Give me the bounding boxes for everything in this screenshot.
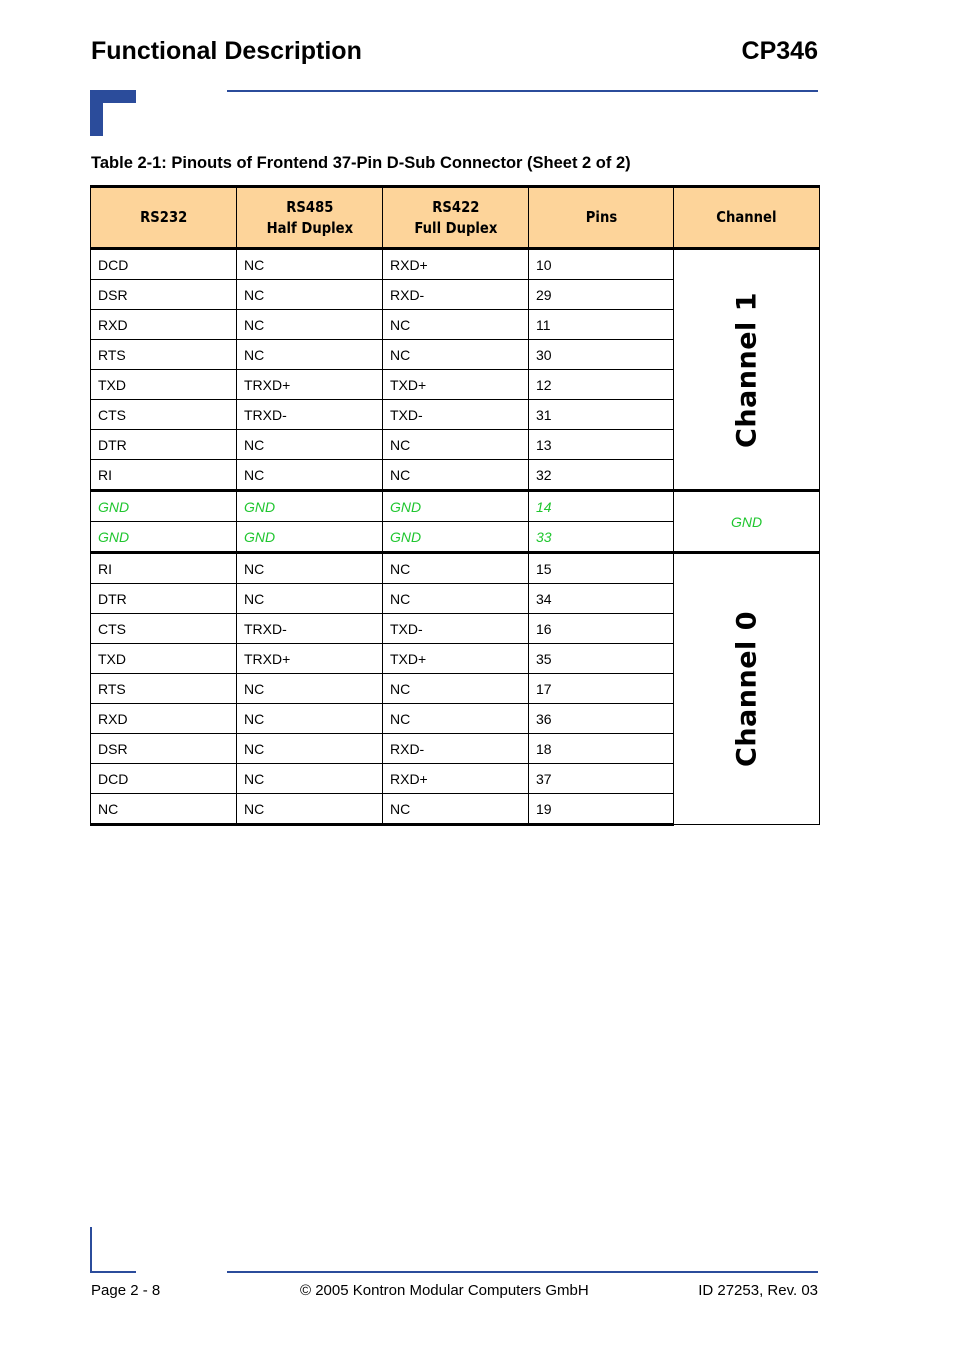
table-cell: RXD (91, 310, 237, 340)
table-cell: NC (237, 674, 383, 704)
corner-mark-bottom-horizontal (90, 1271, 136, 1273)
table-cell: NC (237, 310, 383, 340)
col-header-pins (529, 187, 674, 249)
table-cell: DCD (91, 249, 237, 280)
table-cell: TXD+ (383, 370, 529, 400)
channel1-label: Channel 1 (731, 291, 762, 448)
col-header-channel (674, 187, 820, 249)
table-cell: TRXD+ (237, 370, 383, 400)
table-cell: TRXD- (237, 400, 383, 430)
table-cell: GND (383, 522, 529, 553)
table-cell: NC (237, 430, 383, 460)
col-header-rs232 (91, 187, 237, 249)
table-cell: DCD (91, 764, 237, 794)
header-text: Channel (716, 208, 777, 226)
table-cell: NC (237, 734, 383, 764)
table-cell: NC (237, 704, 383, 734)
table-cell: CTS (91, 400, 237, 430)
table-cell: RXD (91, 704, 237, 734)
footer-rule (227, 1271, 818, 1273)
table-cell: RTS (91, 674, 237, 704)
table-cell: DTR (91, 430, 237, 460)
table-cell: DSR (91, 280, 237, 310)
table-cell: NC (237, 249, 383, 280)
header-rule (227, 90, 818, 92)
table-cell: TXD- (383, 614, 529, 644)
table-cell: NC (383, 584, 529, 614)
table-row (91, 553, 820, 584)
table-cell: 11 (529, 310, 674, 340)
table-cell: 16 (529, 614, 674, 644)
table-cell: 10 (529, 249, 674, 280)
table-cell: GND (383, 491, 529, 522)
table-cell: NC (237, 460, 383, 491)
table-cell: 34 (529, 584, 674, 614)
table-cell: NC (91, 794, 237, 825)
table-cell: 32 (529, 460, 674, 491)
table-cell: TXD- (383, 400, 529, 430)
table-cell: 18 (529, 734, 674, 764)
table-cell: 14 (529, 491, 674, 522)
table-cell: 15 (529, 553, 674, 584)
header-text: Full Duplex (413, 218, 498, 237)
table-cell: NC (237, 280, 383, 310)
table-cell: NC (383, 794, 529, 825)
table-cell: NC (383, 310, 529, 340)
table-cell: CTS (91, 614, 237, 644)
table-row (91, 249, 820, 280)
table-cell: RXD- (383, 734, 529, 764)
table-cell: 31 (529, 400, 674, 430)
table-cell: RXD+ (383, 249, 529, 280)
table-cell: RXD+ (383, 764, 529, 794)
table-cell: TXD (91, 370, 237, 400)
table-cell: GND (237, 491, 383, 522)
table-cell: TXD+ (383, 644, 529, 674)
product-name: CP346 (741, 37, 818, 65)
table-cell: 19 (529, 794, 674, 825)
section-title: Functional Description (91, 37, 362, 65)
corner-mark-top-horizontal (90, 90, 136, 103)
table-cell: RI (91, 553, 237, 584)
table-cell: 33 (529, 522, 674, 553)
channel-label-gnd: GND (674, 491, 820, 553)
table-cell: TXD (91, 644, 237, 674)
page-number: Page 2 - 8 (91, 1282, 161, 1299)
table-cell: TRXD+ (237, 644, 383, 674)
table-cell: NC (237, 794, 383, 825)
header-text: RS485 (285, 197, 334, 216)
col-header-rs422 (383, 187, 529, 249)
table-caption: Table 2-1: Pinouts of Frontend 37-Pin D-Sub Connector (Sheet 2 of 2) (91, 154, 631, 172)
channel-label-cell (674, 249, 820, 491)
table-cell: NC (237, 584, 383, 614)
channel0-label: Channel 0 (731, 611, 762, 767)
corner-mark-bottom-vertical (90, 1227, 92, 1273)
table-row (91, 491, 820, 522)
table-cell: NC (383, 340, 529, 370)
table-cell: 36 (529, 704, 674, 734)
table-cell: GND (237, 522, 383, 553)
table-cell: NC (237, 340, 383, 370)
table-cell: 37 (529, 764, 674, 794)
table-cell: NC (383, 460, 529, 491)
document-id: ID 27253, Rev. 03 (698, 1282, 818, 1299)
table-header-row (91, 187, 820, 249)
table-cell: DTR (91, 584, 237, 614)
table-cell: 17 (529, 674, 674, 704)
table-cell: GND (91, 491, 237, 522)
table-cell: 35 (529, 644, 674, 674)
table-cell: 13 (529, 430, 674, 460)
header-text: Pins (585, 208, 617, 226)
table-cell: RXD- (383, 280, 529, 310)
table-cell: DSR (91, 734, 237, 764)
table-cell: NC (237, 553, 383, 584)
table-cell: GND (91, 522, 237, 553)
table-cell: TRXD- (237, 614, 383, 644)
pinout-table (90, 185, 820, 826)
table-cell: NC (383, 674, 529, 704)
table-cell: NC (383, 430, 529, 460)
table-cell: NC (383, 553, 529, 584)
header-text: RS232 (139, 208, 188, 226)
table-cell: RI (91, 460, 237, 491)
table-cell: 12 (529, 370, 674, 400)
table-cell: RTS (91, 340, 237, 370)
channel-label-cell (674, 553, 820, 825)
copyright: © 2005 Kontron Modular Computers GmbH (300, 1282, 589, 1299)
col-header-rs485 (237, 187, 383, 249)
table-cell: NC (383, 704, 529, 734)
table-cell: NC (237, 764, 383, 794)
header-text: RS422 (431, 197, 480, 216)
table-cell: 29 (529, 280, 674, 310)
header-text: Half Duplex (266, 218, 353, 237)
table-cell: 30 (529, 340, 674, 370)
